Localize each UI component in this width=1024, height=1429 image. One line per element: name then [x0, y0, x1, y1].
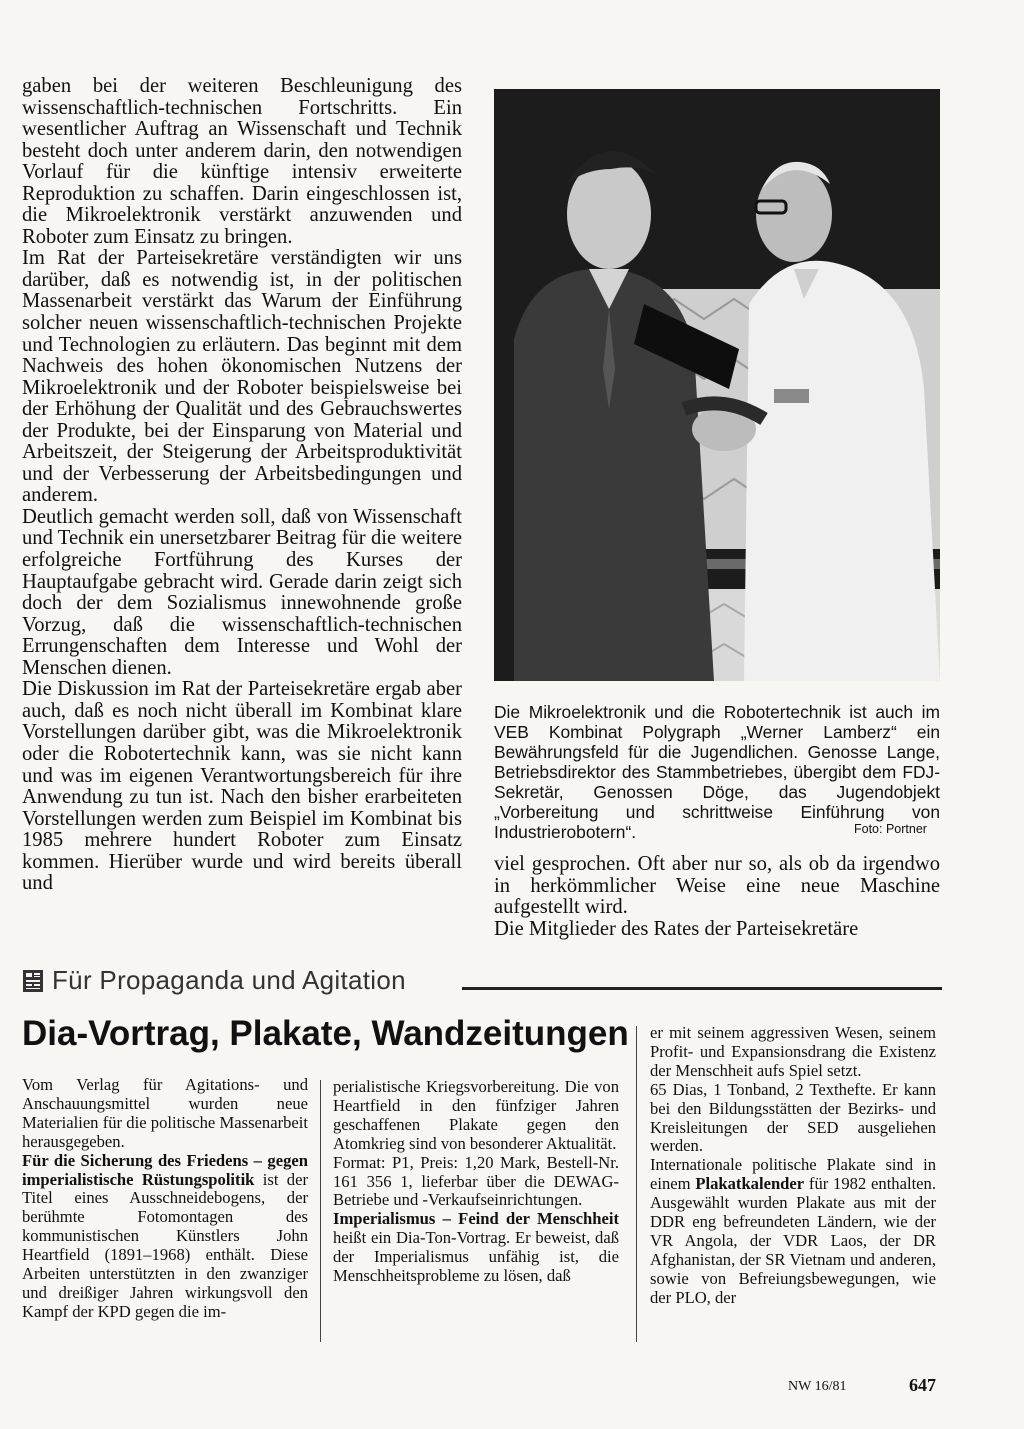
journal-issue: NW 16/81 — [788, 1379, 847, 1394]
bold-title: Plakatkalender — [695, 1174, 805, 1194]
section-header — [22, 965, 942, 1001]
page-number: 647 — [909, 1375, 936, 1395]
newspaper-icon — [22, 969, 44, 993]
paragraph: Die Mitglieder des Rates der Parteisekretäre — [494, 917, 859, 940]
paragraph-text: heißt ein Dia-Ton-Vortrag. Er beweist, daß der Imperialismus unfähig ist, die Menschheitsprobleme zu lösen, daß — [333, 1228, 619, 1286]
paragraph: Im Rat der Parteisekretäre verständigten wir uns darüber, daß es notwendig ist, in der politischen Massenarbeit verstärkt das Warum der Einführung solcher neuen wissenschaftlich-technischen Projekte und Technologien zu erläutern. Das beginnt mit dem Nachweis des hohen ökonomischen Nutzens der Mikroelektronik und der Roboter beispielsweise bei der Erhöhung der Qualität und des Gebrauchswertes der Produkte, bei der Einsparung von Material und Arbeitszeit, der Steigerung der Arbeitsproduktivität und der Verbesserung der Arbeitsbedingungen und anderem. — [22, 247, 462, 507]
bold-title: Imperialismus – Feind der Menschheit — [333, 1209, 619, 1229]
left-text-column — [22, 76, 462, 895]
paragraph — [22, 1152, 308, 1322]
article-column-3 — [650, 1024, 936, 1308]
paragraph — [650, 1156, 936, 1307]
photo-caption — [494, 702, 940, 842]
article-column-2 — [333, 1078, 619, 1286]
right-text-column — [494, 854, 940, 940]
paragraph: Die Diskussion im Rat der Parteisekretäre ergab aber auch, daß es noch nicht überall im Kombinat klare Vorstellungen darüber gibt, was die Mikroelektronik oder die Robotertechnik kann, was sie nicht kann und was im eigenen Verantwortungsbereich für ihre Anwendung zu tun ist. Nach den bisher erarbeiteten Vorstellungen werden zum Beispiel im Kombinat bis 1985 mehrere hundert Roboter zum Einsatz kommen. Hierüber wurde und wird bereits überall und — [22, 678, 462, 895]
handshake-photo — [494, 89, 940, 681]
paragraph: Deutlich gemacht werden soll, daß von Wissenschaft und Technik ein unersetzbarer Beitrag für die weitere erfolgreiche Fortführung des Kurses der Hauptaufgabe gebracht wird. Gerade darin zeigt sich doch der dem Sozialismus innewohnende große Vorzug, daß die wissenschaftlich-technischen Errungenschaften dem Interesse und Wohl der Menschen dienen. — [22, 505, 462, 679]
column-divider — [636, 1026, 637, 1342]
paragraph: perialistische Kriegsvorbereitung. Die von Heartfield in den fünfziger Jahren geschaffenen Plakate gegen den Atomkrieg sind von besonderer Aktualität. — [333, 1077, 619, 1153]
paragraph: 65 Dias, 1 Tonband, 2 Texthefte. Er kann bei den Bildungsstätten der Bezirks- und Kreisleitungen der SED ausgeliehen werden. — [650, 1079, 936, 1156]
paragraph: Vom Verlag für Agitations- und Anschauungsmittel wurden neue Materialien für die politische Massenarbeit herausgegeben. — [22, 1075, 308, 1151]
section-title: Für Propaganda und Agitation — [52, 965, 406, 995]
photo-credit: Foto: Portner — [854, 822, 927, 836]
column-divider — [320, 1080, 321, 1342]
paragraph: er mit seinem aggressiven Wesen, seinem Profit- und Expansionsdrang die Existenz der Menschheit aufs Spiel setzt. — [650, 1023, 936, 1080]
article-column-1 — [22, 1076, 308, 1322]
section-rule — [462, 987, 942, 990]
paragraph: viel gesprochen. Oft aber nur so, als ob da irgendwo in herkömmlicher Weise eine neue Maschine aufgestellt wird. — [494, 853, 940, 919]
paragraph: Format: P1, Preis: 1,20 Mark, Bestell-Nr. 161 356 1, lieferbar über die DEWAG-Betriebe und -Verkaufseinrichtungen. — [333, 1152, 619, 1210]
bold-title: Für die Sicherung des Friedens – gegen imperialistische Rüstungspolitik — [22, 1150, 308, 1189]
paragraph-text: ist der Titel eines Ausschneidebogens, der berühmte Fotomontagen des kommunistischen Künstlers John Heartfield (1891–1968) enthält. Diese Arbeiten unterstützten in den zwanziger und dreißiger Jahren wirkungsvoll den Kampf der KPD gegen die im- — [22, 1169, 308, 1321]
caption-text: Die Mikroelektronik und die Robotertechnik ist auch im VEB Kombinat Polygraph „Werner Lamberz“ ein Bewährungsfeld für die Jugendlichen. Genosse Lange, Betriebsdirektor des Stammbetriebes, übergibt dem FDJ-Sekretär, Genossen Döge, das Jugendobjekt „Vorbereitung und schrittweise Einführung von Industrierobotern“. — [494, 702, 940, 842]
paragraph: gaben bei der weiteren Beschleunigung des wissenschaftlich-technischen Fortschritts. Ein wesentlicher Auftrag an Wissenschaft und Technik besteht doch unter anderem darin, den notwendigen Vorlauf für die künftige intensiv erweiterte Reproduktion zu schaffen. Darin eingeschlossen ist, die Mikroelektronik verstärkt anzuwenden und Roboter zum Einsatz zu bringen. — [22, 75, 462, 248]
paragraph-text: für 1982 enthalten. Ausgewählt wurden Plakate aus mit der DDR eng befreundeten Ländern, wie der VR Angola, der VDR Laos, der DR Afghanistan, der SR Vietnam und anderen, sowie von Befreiungsbewegungen, wie der PLO, der — [650, 1174, 936, 1307]
paragraph-text: Internationale politische Plakate sind in einem — [650, 1155, 936, 1194]
article-headline: Dia-Vortrag, Plakate, Wandzeitungen — [22, 1014, 629, 1053]
paragraph — [333, 1210, 619, 1286]
photo-illustration — [494, 89, 940, 681]
